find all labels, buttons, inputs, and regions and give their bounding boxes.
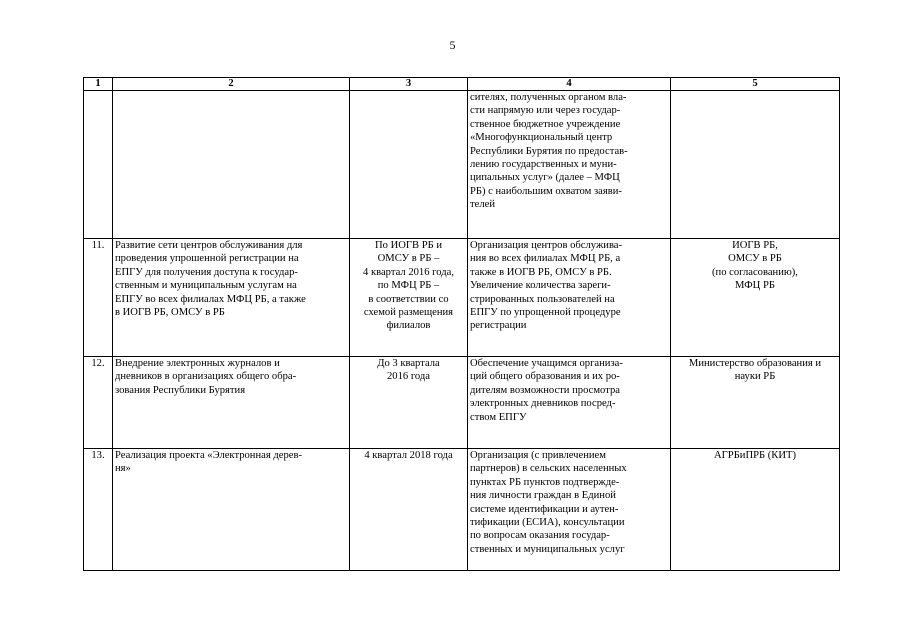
- result-cell: сителях, полученных органом вла- сти напрямую или через государ- ственное бюджетное учреждение «Многофункциональный центр Республики Бурятия по предостав- лению государственных и муни- ципальных услуг» (далее – МФЦ РБ) с наибольшим охватом заяви- телей: [468, 91, 671, 239]
- header-cell: 3: [350, 78, 468, 91]
- row-number: 12.: [84, 357, 113, 449]
- header-cell: 1: [84, 78, 113, 91]
- responsible-cell: ИОГВ РБ, ОМСУ в РБ (по согласованию), МФЦ РБ: [671, 239, 840, 357]
- row-number: [84, 91, 113, 239]
- deadline-cell: По ИОГВ РБ и ОМСУ в РБ – 4 квартал 2016 года, по МФЦ РБ – в соответствии со схемой размещения филиалов: [350, 239, 468, 357]
- measure-cell: [113, 91, 350, 239]
- row-number: 13.: [84, 449, 113, 571]
- result-cell: Обеспечение учащимся организа- ций общего образования и их ро- дителям возможности просмотра электронных дневников посред- ством ЕПГУ: [468, 357, 671, 449]
- table-row: [84, 91, 840, 239]
- deadline-cell: 4 квартал 2018 года: [350, 449, 468, 571]
- measure-cell: Реализация проекта «Электронная дерев- ня»: [113, 449, 350, 571]
- responsible-cell: АГРБиПРБ (КИТ): [671, 449, 840, 571]
- header-cell: 2: [113, 78, 350, 91]
- measures-table: [83, 77, 840, 571]
- responsible-cell: Министерство образования и науки РБ: [671, 357, 840, 449]
- deadline-cell: До 3 квартала 2016 года: [350, 357, 468, 449]
- table-header-row: [84, 78, 840, 91]
- header-cell: 5: [671, 78, 840, 91]
- table-row: [84, 357, 840, 449]
- table-row: [84, 449, 840, 571]
- table-row: [84, 239, 840, 357]
- header-cell: 4: [468, 78, 671, 91]
- deadline-cell: [350, 91, 468, 239]
- measure-cell: Внедрение электронных журналов и дневников в организациях общего обра- зования Республики Бурятия: [113, 357, 350, 449]
- result-cell: Организация (с привлечением партнеров) в сельских населенных пунктах РБ пунктов подтвержде- ния личности граждан в Единой системе идентификации и аутен- тификации (ЕСИА), консультации по вопросам оказания государ- ственных и муниципальных услуг: [468, 449, 671, 571]
- result-cell: Организация центров обслужива- ния во всех филиалах МФЦ РБ, а также в ИОГВ РБ, ОМСУ в РБ. Увеличение количества зареги- стрированных пользователей на ЕПГУ по упрощенной процедуре регистрации: [468, 239, 671, 357]
- page-number: 5: [449, 38, 456, 52]
- measure-cell: Развитие сети центров обслуживания для проведения упрошенной регистрации на ЕПГУ для получения доступа к государ- ственным и муниципальным услугам на ЕПГУ во всех филиалах МФЦ РБ, а также в ИОГВ РБ, ОМСУ в РБ: [113, 239, 350, 357]
- row-number: 11.: [84, 239, 113, 357]
- responsible-cell: [671, 91, 840, 239]
